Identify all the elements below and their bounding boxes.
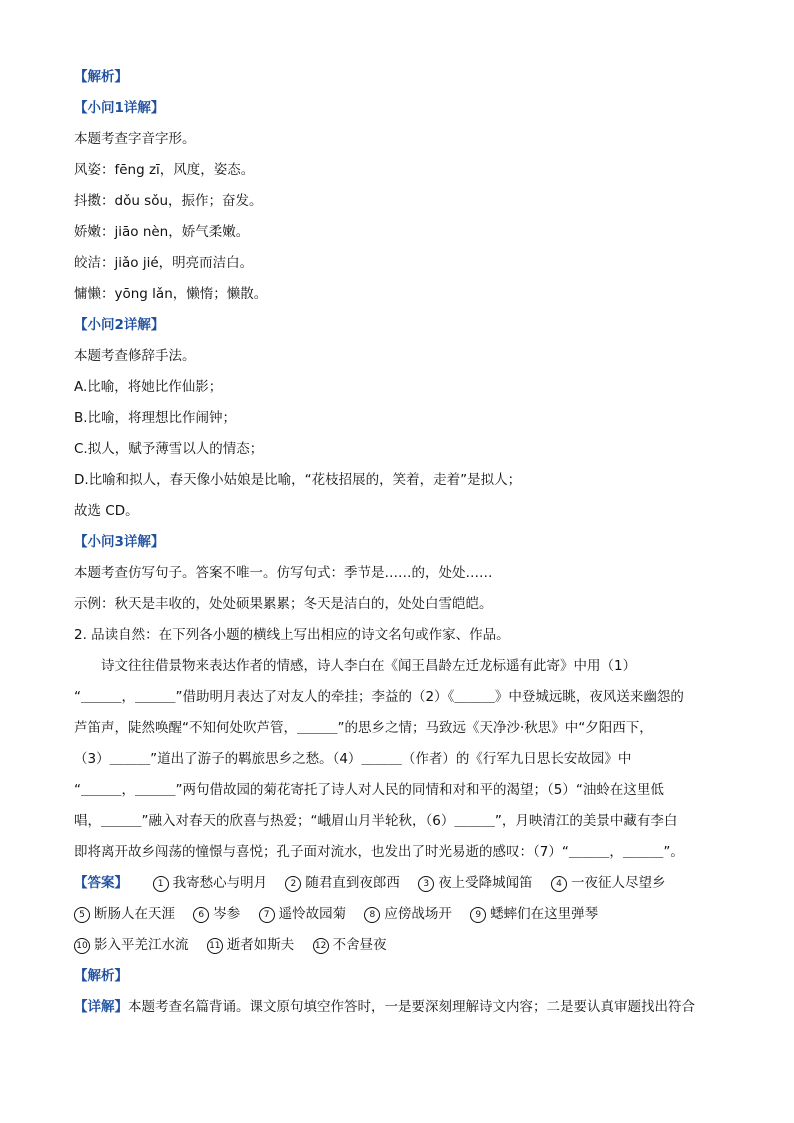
q3-detail-tag: 【小问3详解】 [74,534,165,550]
analysis-tag-2: 【解析】 [74,968,128,984]
analysis-tag: 【解析】 [74,69,128,85]
answer-text: 随君直到夜郎西 [305,875,400,891]
detail-text: 本题考查名篇背诵。课文原句填空作答时，一是要深刻理解诗文内容；二是要认真审题找出符合 [128,999,695,1015]
q1-item: 抖擞：dǒu sǒu，振作；奋发。 [74,193,263,209]
answer-text: 断肠人在天涯 [94,906,175,922]
answer-item [193,906,240,922]
answer-item [418,875,533,891]
answer-text: 应傍战场开 [384,906,452,922]
q2-detail-tag: 【小问2详解】 [74,317,165,333]
answer-number: 6 [193,907,209,923]
q1-intro: 本题考查字音字形。 [74,131,196,147]
answer-number: 7 [259,907,275,923]
answer-item [285,875,400,891]
answer-text: 影入平羌江水流 [94,937,189,953]
answer-number: 9 [470,907,486,923]
q1-detail-tag: 【小问1详解】 [74,100,165,116]
answer-text: 蟋蟀们在这里弹琴 [490,906,599,922]
answer-number: 12 [313,938,329,954]
answer-text: 逝者如斯夫 [226,937,295,953]
answer-item [74,937,189,953]
answer-number: 3 [418,876,434,892]
answer-number: 1 [153,876,169,892]
answer-item [551,875,666,891]
detail-tag: 【详解】 [74,999,128,1015]
q1-item: 娇嫩：jiāo nèn，娇气柔嫩。 [74,224,250,240]
answer-text: 夜上受降城闻笛 [438,875,533,891]
answer-text: 遥怜故园菊 [278,906,347,922]
answer-row-2 [74,899,722,930]
answer-text: 不舍昼夜 [332,937,387,953]
question2-paragraph-line: （3）＿＿＿”道出了游子的羁旅思乡之愁。（4）＿＿＿（作者）的《行军九日思长安故园》中 [74,751,632,767]
answer-item [470,906,598,922]
detail-line [74,992,722,1023]
answer-number: 2 [285,876,301,892]
answer-row-3 [74,930,722,961]
answer-item [207,937,295,953]
q1-item: 风姿：fēng zī，风度，姿态。 [74,162,255,178]
question2-paragraph-line: 诗文往往借景物来表达作者的情感，诗人李白在《闻王昌龄左迁龙标遥有此寄》中用（1） [101,658,637,674]
q3-intro: 本题考查仿写句子。答案不唯一。仿写句式：季节是……的，处处…… [74,565,493,581]
q1-item: 慵懒：yōng lǎn，懒惰；懒散。 [74,286,268,302]
question2-paragraph-line: “＿＿＿，＿＿＿”借助明月表达了对友人的牵挂；李益的（2）《＿＿＿》中登城远眺，夜风送来幽怨的 [74,689,684,705]
document-page [74,62,722,1023]
answer-number: 4 [551,876,567,892]
answer-text: 一夜征人尽望乡 [570,875,666,891]
answer-row-1 [74,868,722,899]
answer-item [153,875,268,891]
answer-text: 我寄愁心与明月 [172,875,268,891]
answer-number: 11 [207,938,223,954]
answer-item [74,906,175,922]
q2-option: C.拟人，赋予薄雪以人的情态； [74,441,264,457]
q2-option: D.比喻和拟人，春天像小姑娘是比喻，“花枝招展的，笑着，走着”是拟人； [74,472,522,488]
answer-tag: 【答案】 [74,875,128,891]
q2-option: A.比喻，将她比作仙影； [74,379,223,395]
answer-number: 10 [74,938,90,954]
answer-item [364,906,452,922]
question2-paragraph-line: “＿＿＿，＿＿＿”两句借故园的菊花寄托了诗人对人民的同情和对和平的渴望；（5）“油蛉在这里低 [74,782,664,798]
question2-paragraph-line: 芦笛声，陡然唤醒“不知何处吹芦管，＿＿＿”的思乡之情；马致远《天净沙·秋思》中“夕阳西下， [74,720,653,736]
q1-item: 皎洁：jiǎo jié，明亮而洁白。 [74,255,254,271]
answer-text: 岑参 [213,906,241,922]
answer-number: 5 [74,907,90,923]
question2-title: 2. 品读自然：在下列各小题的横线上写出相应的诗文名句或作家、作品。 [74,627,510,643]
q2-conclusion: 故选 CD。 [74,503,139,519]
question2-paragraph-line: 即将离开故乡闯荡的憧憬与喜悦；孔子面对流水，也发出了时光易逝的感叹：（7）“＿＿＿，＿＿＿”。 [74,844,684,860]
answer-item [259,906,347,922]
question2-paragraph-line: 唱，＿＿＿”融入对春天的欣喜与热爱；“峨眉山月半轮秋，（6）＿＿＿”，月映清江的美景中藏有李白 [74,813,678,829]
answer-item [313,937,387,953]
q2-intro: 本题考查修辞手法。 [74,348,196,364]
q2-option: B.比喻，将理想比作闹钟； [74,410,237,426]
q3-example: 示例：秋天是丰收的，处处硕果累累；冬天是洁白的，处处白雪皑皑。 [74,596,493,612]
answer-number: 8 [364,907,380,923]
